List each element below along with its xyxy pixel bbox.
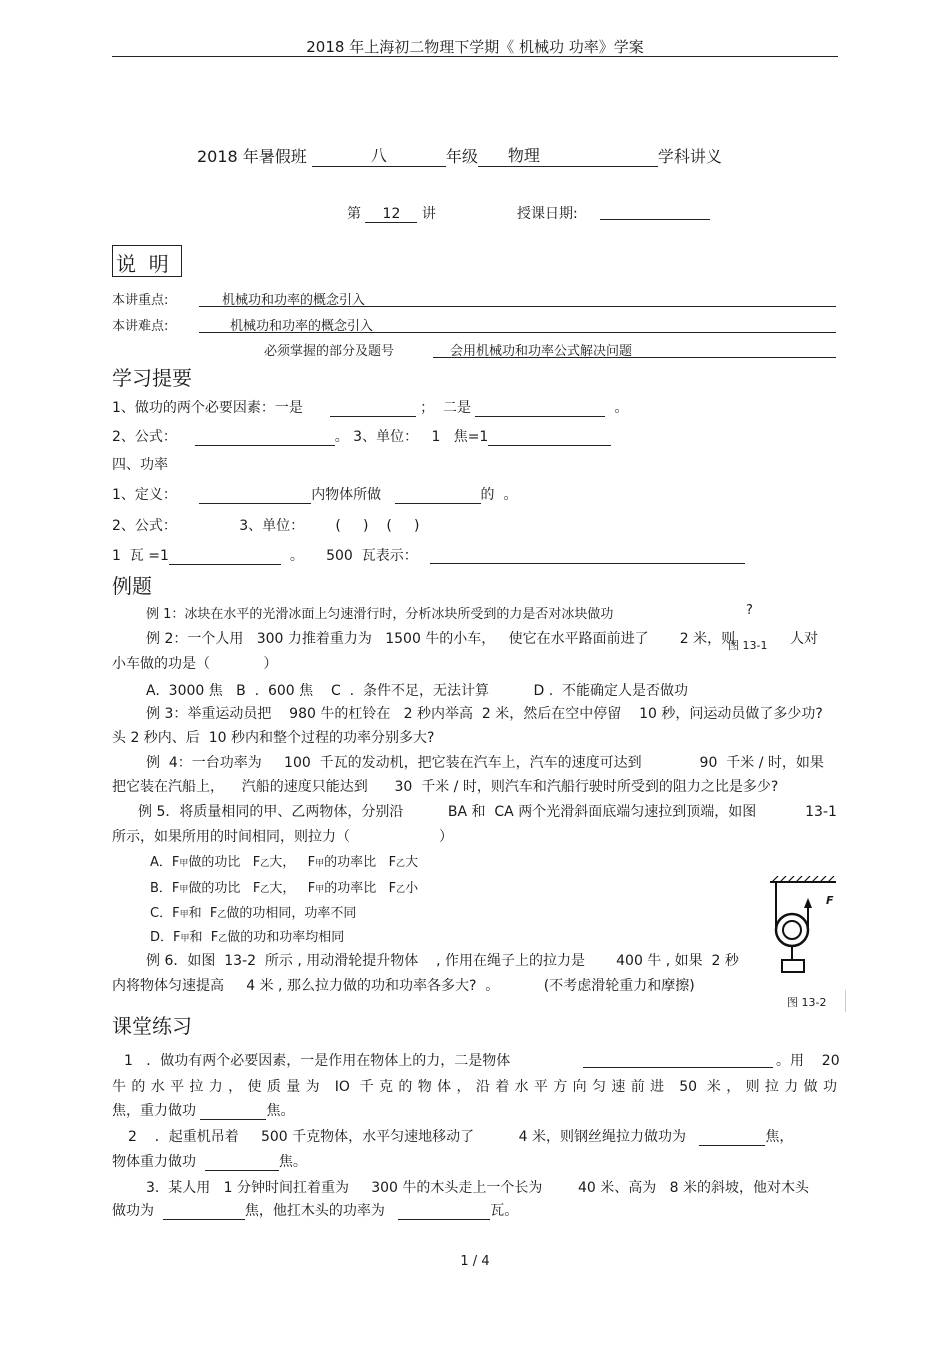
- difficulty-value: 机械功和功率的概念引入: [230, 319, 374, 334]
- option-a-sub-yi-2: 乙: [396, 859, 406, 869]
- option-d-part-3: 做的功和功率均相同: [227, 930, 345, 945]
- example-4-line-1: 例 4：一台功率为 100 千瓦的发动机，把它装在汽车上，汽车的速度可达到 90 千米 / 时，如果: [146, 755, 824, 771]
- option-a-part-5: 大: [405, 855, 419, 870]
- pulley-hub: [783, 921, 801, 939]
- must-label: 必须掌握的部分及题号: [264, 344, 395, 359]
- practice-1-line-1: [124, 1050, 510, 1070]
- header-divider: [112, 56, 838, 57]
- practice-2-text-a: 2 ．起重机吊着 500 千克物体，水平匀速地移动了 4 米，则钢丝绳拉力做功为: [128, 1129, 686, 1145]
- lecture-date-blank: [600, 219, 710, 220]
- figure-13-2-force-label: F: [826, 894, 834, 907]
- study-7-blank-b: [430, 563, 745, 564]
- page-number: 1 / 4: [460, 1254, 490, 1269]
- option-b-sub-jia-2: 甲: [315, 885, 325, 895]
- option-c-part-2: 和 F: [188, 906, 218, 921]
- study-5-blank-b: [395, 503, 481, 504]
- section-study-heading: 学习提要: [112, 366, 192, 390]
- option-d-sub-jia: 甲: [180, 934, 190, 944]
- study-5-text-b: 内物体所做: [311, 487, 382, 503]
- practice-1-text-d: 焦，重力做功: [112, 1103, 196, 1119]
- practice-1-text-b: 。用 20: [776, 1053, 840, 1069]
- example-5-option-b: [150, 877, 418, 896]
- study-7-blank-a: [169, 564, 281, 565]
- difficulty-label: 本讲难点:: [112, 319, 169, 334]
- must-value: 会用机械功和功率公式解决问题: [450, 344, 633, 359]
- practice-3-text-b: 做功为: [112, 1203, 154, 1219]
- option-c-sub-jia: 甲: [179, 910, 189, 920]
- option-b-part-4: 的功率比 F: [324, 881, 397, 896]
- study-1-blank-a: [330, 416, 416, 417]
- lecture-number: 12: [382, 206, 401, 222]
- practice-2-blank-b: [205, 1170, 279, 1171]
- option-a-part-3: 大， F: [269, 855, 316, 870]
- example-5-line-1: 例 5．将质量相同的甲、乙两物体，分别沿 BA 和 CA 两个光滑斜面底端匀速拉到顶端，如图 13-1: [138, 804, 837, 820]
- example-6-line-1: 例 6．如图 13-2 所示 , 用动滑轮提升物体 , 作用在绳子上的拉力是 400 牛 , 如果 2 秒: [146, 953, 739, 969]
- practice-2-blank-a: [699, 1145, 765, 1146]
- study-2-text-a: 2、公式：: [112, 429, 177, 445]
- grade-blank: [312, 143, 446, 167]
- example-3-line-1: 例 3：举重运动员把 980 牛的杠铃在 2 秒内举高 2 米，然后在空中停留 10 秒，问运动员做了多少功?: [146, 706, 823, 722]
- option-b-part-5: 小: [405, 881, 419, 896]
- example-5-option-a: [150, 851, 418, 870]
- subject-blank: [478, 143, 658, 167]
- example-2-line-1: 例 2：一个人用 300 力推着重力为 1500 牛的小车， 使它在水平路面前进了 2 米，则: [146, 631, 736, 647]
- example-5-option-d: [150, 926, 344, 945]
- title-prefix: 2018 年暑假班: [197, 147, 307, 166]
- study-item-4: 四、功率: [112, 457, 168, 473]
- grade-suffix: 年级: [445, 147, 478, 166]
- example-1: 例 1：冰块在水平的光滑冰面上匀速滑行时，分析冰块所受到的力是否对冰块做功: [146, 607, 614, 622]
- option-d-part-2: 和 F: [189, 930, 219, 945]
- lecture-date: [517, 203, 578, 223]
- practice-1-text-a: 1 ．做功有两个必要因素，一是作用在物体上的力，二是物体: [124, 1053, 511, 1069]
- option-b-sub-yi: 乙: [260, 885, 270, 895]
- practice-1-blank-b: [200, 1119, 266, 1120]
- practice-3-line-2: [112, 1200, 518, 1220]
- lecture-date-label: 授课日期:: [517, 206, 578, 222]
- page-header-title: 2018 年上海初二物理下学期《 机械功 功率》学案: [306, 38, 644, 56]
- practice-2-text-c: 物体重力做功: [112, 1154, 196, 1170]
- title-line: [197, 143, 722, 167]
- study-7-text-c: 500 瓦表示：: [326, 548, 418, 564]
- example-6-line-2: 内将物体匀速提高 4 米 , 那么拉力做的功和功率各多大? 。 (不考虑滑轮重力和摩擦): [112, 978, 695, 994]
- option-d-sub-yi: 乙: [218, 934, 228, 944]
- option-a-part-1: A．F: [150, 855, 180, 870]
- study-5-text-a: 1、定义：: [112, 487, 177, 503]
- study-6-unit-a: ( ): [335, 518, 369, 534]
- option-b-part-1: B．F: [150, 881, 180, 896]
- study-2-blank-b: [488, 445, 611, 446]
- practice-3-blank-a: [163, 1219, 245, 1220]
- practice-3-blank-b: [398, 1219, 490, 1220]
- figure-13-2-pulley: [764, 876, 844, 986]
- practice-1-text-e: 焦。: [266, 1103, 295, 1119]
- study-5-text-c: 的 。: [480, 487, 518, 503]
- study-2-blank-a: [195, 445, 335, 446]
- option-b-sub-jia: 甲: [179, 885, 189, 895]
- load-block: [782, 960, 804, 972]
- focus-label: 本讲重点:: [112, 293, 169, 308]
- practice-1-line-3: [112, 1100, 294, 1120]
- study-1-blank-b: [475, 416, 605, 417]
- example-5-option-c: [150, 902, 356, 921]
- study-6-unit-b: ( ): [386, 518, 420, 534]
- focus-value: 机械功和功率的概念引入: [222, 293, 366, 308]
- option-d-part-1: D．F: [150, 930, 181, 945]
- example-2-line-1-end: 人对: [790, 631, 818, 647]
- practice-2-text-d: 焦。: [278, 1154, 307, 1170]
- example-1-question-mark: ?: [746, 603, 753, 618]
- option-c-part-1: C．F: [150, 906, 180, 921]
- study-1-text-b: ； 二是: [420, 400, 471, 416]
- study-7-text-b: 。: [289, 548, 304, 564]
- option-a-part-2: 做的功比 F: [188, 855, 261, 870]
- subject-value: 物理: [507, 146, 540, 165]
- study-6-text-a: 2、公式：: [112, 518, 177, 534]
- practice-2-text-b: 焦，: [765, 1129, 794, 1145]
- study-item-2: [112, 426, 611, 446]
- lecture-line: [347, 203, 436, 223]
- option-a-part-4: 的功率比 F: [324, 855, 397, 870]
- practice-2-line-2: [112, 1151, 307, 1171]
- option-a-sub-jia-2: 甲: [315, 859, 325, 869]
- study-1-text-c: 。: [614, 400, 629, 416]
- pulley-wheel: [776, 914, 808, 946]
- lecture-prefix: 第: [347, 206, 361, 222]
- title-suffix: 学科讲义: [657, 147, 722, 166]
- study-6-text-b: 3、单位：: [239, 518, 305, 534]
- option-c-part-3: 做的功相同，功率不同: [226, 906, 357, 921]
- example-4-line-2: 把它装在汽船上， 汽船的速度只能达到 30 千米 / 时，则汽车和汽船行驶时所受到的阻力之比是多少?: [112, 779, 779, 795]
- study-item-6: [112, 515, 420, 535]
- practice-3-text-c: 焦，他扛木头的功率为: [244, 1203, 385, 1219]
- practice-1-blank-a: [583, 1067, 773, 1068]
- example-3-line-2: 头 2 秒内、后 10 秒内和整个过程的功率分别多大?: [112, 730, 435, 746]
- section-practice-heading: 课堂练习: [112, 1014, 192, 1038]
- example-2-options: A. 3000 焦 B . 600 焦 C . 条件不足，无法计算 D . 不能确定人是否做功: [146, 683, 689, 699]
- option-b-part-2: 做的功比 F: [188, 881, 261, 896]
- practice-3-text-d: 瓦。: [490, 1203, 519, 1219]
- example-5-line-2: 所示，如果所用的时间相同，则拉力（ ）: [112, 829, 454, 845]
- lecture-suffix: 讲: [421, 206, 436, 222]
- difficulty-underline: [199, 332, 836, 333]
- lecture-number-blank: [365, 206, 417, 223]
- option-b-part-3: 大， F: [269, 881, 316, 896]
- study-item-7: [112, 545, 418, 565]
- figure-13-2-label: 图 13-2: [787, 996, 827, 1009]
- section-examples-heading: 例题: [112, 574, 152, 598]
- study-2-text-b: 。 3、单位： 1 焦=1: [334, 429, 489, 445]
- grade-value: 八: [370, 146, 387, 165]
- force-arrow: [804, 898, 812, 908]
- study-7-text-a: 1 瓦 =1: [112, 548, 169, 564]
- practice-3-line-1: 3. 某人用 1 分钟时间扛着重为 300 牛的木头走上一个长为 40 米、高为 8 米的斜坡，他对木头: [146, 1180, 809, 1196]
- must-underline: [433, 357, 836, 358]
- figure-13-2-edge: [845, 990, 846, 1012]
- study-5-blank-a: [199, 503, 311, 504]
- study-item-5: [112, 484, 517, 504]
- practice-1-line-2: 牛的水平拉力，使质量为 IO 千克的物体，沿着水平方向匀速前进 50 米，则拉力做功: [112, 1079, 837, 1095]
- example-2-line-2: 小车做的功是（ ）: [112, 656, 278, 672]
- option-a-sub-jia: 甲: [179, 859, 189, 869]
- practice-2-line-1: [128, 1126, 793, 1146]
- study-1-text-a: 1、做功的两个必要因素：一是: [112, 400, 303, 416]
- focus-underline: [199, 306, 836, 307]
- option-b-sub-yi-2: 乙: [396, 885, 406, 895]
- option-c-sub-yi: 乙: [217, 910, 227, 920]
- study-item-1: [112, 397, 628, 417]
- explain-box-label: 说 明: [116, 252, 169, 276]
- option-a-sub-yi: 乙: [260, 859, 270, 869]
- figure-13-1-label: 图 13-1: [728, 639, 768, 652]
